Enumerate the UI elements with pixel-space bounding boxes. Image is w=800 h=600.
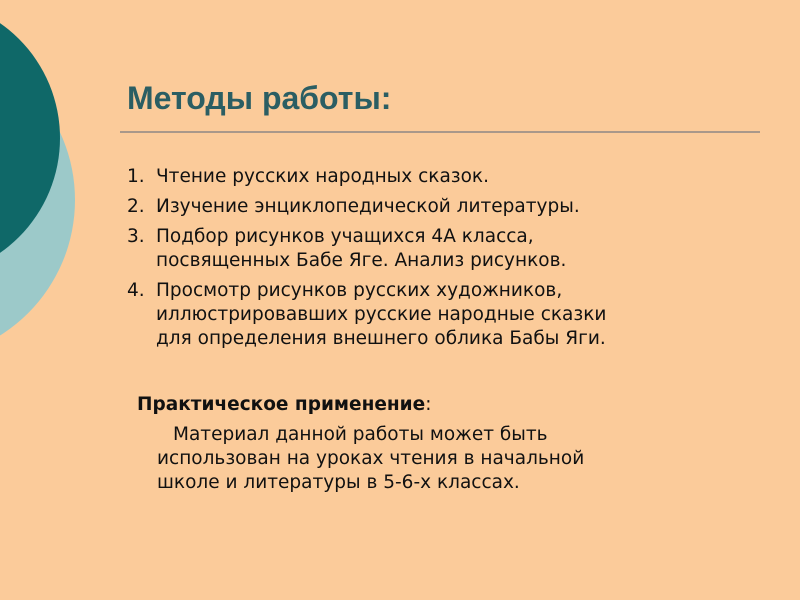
method-item	[127, 195, 767, 219]
title-divider	[120, 131, 760, 133]
application-line: использован на уроках чтения в начальной	[157, 448, 585, 469]
application-heading-colon: :	[425, 394, 432, 415]
application-line: Материал данной работы может быть	[173, 424, 548, 445]
method-number: 4.	[127, 280, 145, 301]
application-line: школе и литературы в 5-6-х классах.	[157, 472, 520, 493]
method-item	[127, 165, 767, 189]
method-text: Чтение русских народных сказок.	[156, 166, 489, 187]
method-number: 1.	[127, 166, 145, 187]
slide-title: Методы работы:	[127, 80, 392, 116]
method-item	[127, 279, 767, 351]
method-text: иллюстрировавших русские народные сказки	[156, 304, 607, 325]
method-text: Просмотр рисунков русских художников,	[156, 280, 563, 301]
method-text: посвященных Бабе Яге. Анализ рисунков.	[156, 250, 567, 271]
method-number: 2.	[127, 196, 145, 217]
method-text: Изучение энциклопедической литературы.	[156, 196, 580, 217]
slide-title-colon: :	[380, 80, 392, 116]
application-text	[157, 423, 777, 495]
application-heading: Практическое применение:	[137, 394, 432, 415]
method-number: 3.	[127, 226, 145, 247]
method-item	[127, 225, 767, 273]
method-text: для определения внешнего облика Бабы Яги.	[156, 328, 606, 349]
methods-list	[127, 165, 767, 357]
method-text: Подбор рисунков учащихся 4А класса,	[156, 226, 534, 247]
